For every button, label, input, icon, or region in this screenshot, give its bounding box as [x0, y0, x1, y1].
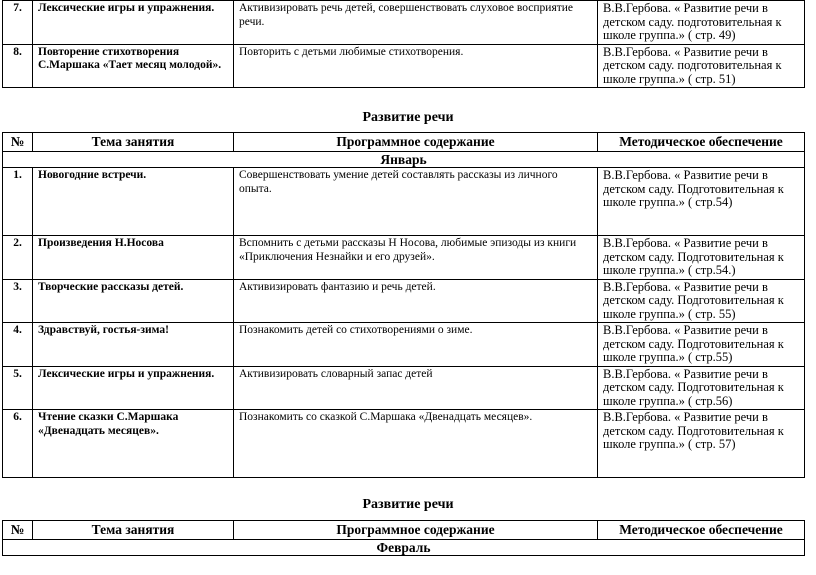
table-header: [3, 133, 805, 152]
row-method: В.В.Гербова. « Развитие речи в детском саду. Подготовительная к школе группа.» ( стр. 55): [598, 279, 805, 323]
row-number: 5.: [3, 366, 33, 410]
row-content: Познакомить со сказкой С.Маршака «Двенадцать месяцев».: [234, 410, 598, 478]
row-number: 4.: [3, 323, 33, 367]
header-num: №: [3, 521, 33, 540]
row-topic: Лексические игры и упражнения.: [33, 366, 234, 410]
header-method: Методическое обеспечение: [598, 521, 805, 540]
month-row: [3, 151, 805, 168]
row-method: В.В.Гербова. « Развитие речи в детском саду. Подготовительная к школе группа.» ( стр.54.): [598, 236, 805, 280]
table-top: [2, 0, 805, 88]
row-method: В.В.Гербова. « Развитие речи в детском саду. Подготовительная к школе группа.» ( стр.55): [598, 323, 805, 367]
row-number: 6.: [3, 410, 33, 478]
table-row: [3, 323, 805, 367]
row-content: Познакомить детей со стихотворениями о зиме.: [234, 323, 598, 367]
table-february: [2, 520, 805, 556]
header-method: Методическое обеспечение: [598, 133, 805, 152]
table-row: [3, 44, 805, 88]
table-row: [3, 366, 805, 410]
row-method: В.В.Гербова. « Развитие речи в детском саду. Подготовительная к школе группа.» ( стр.56): [598, 366, 805, 410]
table-row: [3, 410, 805, 478]
row-number: 7.: [3, 1, 33, 45]
header-topic: Тема занятия: [33, 521, 234, 540]
month-label: Февраль: [3, 539, 805, 556]
table-row: [3, 1, 805, 45]
row-content: Активизировать фантазию и речь детей.: [234, 279, 598, 323]
row-content: Вспомнить с детьми рассказы Н Носова, любимые эпизоды из книги «Приключения Незнайки и его друзей».: [234, 236, 598, 280]
row-content: Активизировать словарный запас детей: [234, 366, 598, 410]
row-method: В.В.Гербова. « Развитие речи в детском саду. подготовительная к школе группа.» ( стр. 49): [598, 1, 805, 45]
section-title: Развитие речи: [362, 110, 454, 125]
table-row: [3, 279, 805, 323]
header-num: №: [3, 133, 33, 152]
row-number: 2.: [3, 236, 33, 280]
header-content: Программное содержание: [234, 521, 598, 540]
row-topic: Чтение сказки С.Маршака «Двенадцать месяцев».: [33, 410, 234, 478]
row-content: Повторить с детьми любимые стихотворения.: [234, 44, 598, 88]
header-content: Программное содержание: [234, 133, 598, 152]
row-method: В.В.Гербова. « Развитие речи в детском саду. Подготовительная к школе группа.» ( стр. 57): [598, 410, 805, 478]
section-title: Развитие речи: [362, 497, 454, 512]
row-method: В.В.Гербова. « Развитие речи в детском саду. подготовительная к школе группа.» ( стр. 51): [598, 44, 805, 88]
table-header: [3, 521, 805, 540]
row-topic: Повторение стихотворения С.Маршака «Тает месяц молодой».: [33, 44, 234, 88]
table-row: [3, 236, 805, 280]
row-topic: Здравствуй, гостья-зима!: [33, 323, 234, 367]
row-content: Активизировать речь детей, совершенствовать слуховое восприятие речи.: [234, 1, 598, 45]
row-number: 8.: [3, 44, 33, 88]
row-number: 1.: [3, 168, 33, 236]
month-row: [3, 539, 805, 556]
header-topic: Тема занятия: [33, 133, 234, 152]
row-topic: Новогодние встречи.: [33, 168, 234, 236]
month-label: Январь: [3, 151, 805, 168]
row-topic: Лексические игры и упражнения.: [33, 1, 234, 45]
row-number: 3.: [3, 279, 33, 323]
row-method: В.В.Гербова. « Развитие речи в детском саду. Подготовительная к школе группа.» ( стр.54): [598, 168, 805, 236]
row-content: Совершенствовать умение детей составлять рассказы из личного опыта.: [234, 168, 598, 236]
row-topic: Творческие рассказы детей.: [33, 279, 234, 323]
table-january: [2, 132, 805, 478]
table-row: [3, 168, 805, 236]
row-topic: Произведения Н.Носова: [33, 236, 234, 280]
